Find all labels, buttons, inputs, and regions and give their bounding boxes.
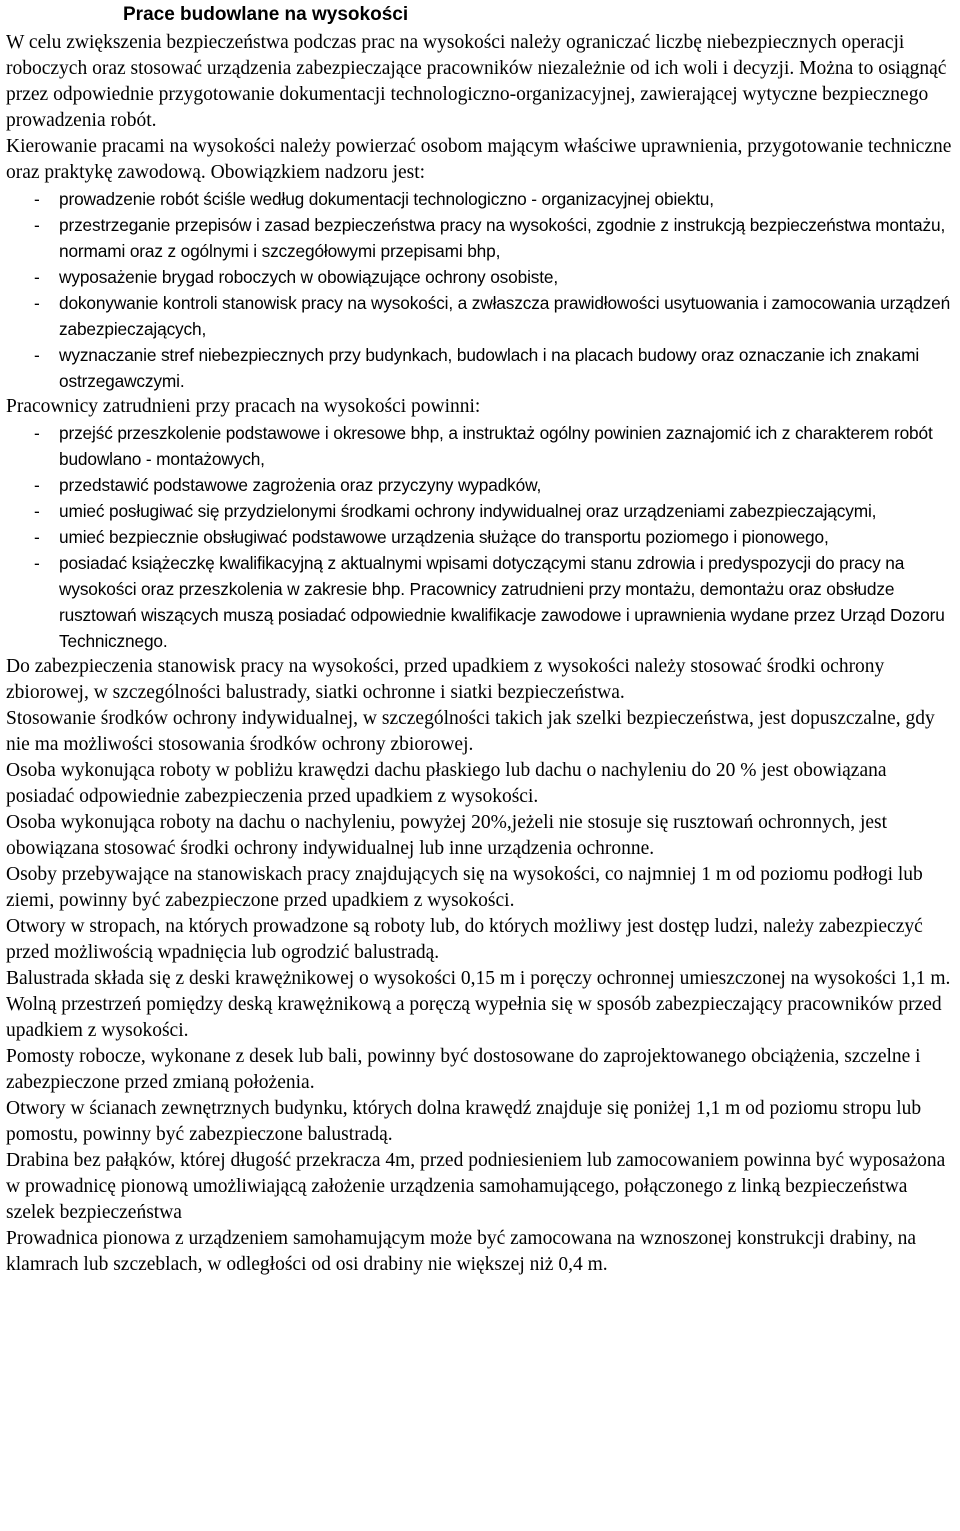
workers-list [6,420,954,654]
intro-paragraph-2-text: Kierowanie pracami na wysokości należy powierzać osobom mającym właściwe uprawnienia, przygotowanie techniczne oraz praktykę zawodową. [6,136,952,183]
body-paragraph: Stosowanie środków ochrony indywidualnej, w szczególności takich jak szelki bezpieczeństwa, jest dopuszczalne, gdy nie ma możliwości stosowania środków ochrony zbiorowej. [6,708,935,755]
intro-paragraph-2 [6,134,954,186]
body-paragraph: Osoby przebywające na stanowiskach pracy znajdujących się na wysokości, co najmniej 1 m od poziomu podłogi lub ziemi, powinny być zabezpieczone przed upadkiem z wysokości. [6,864,923,911]
body-paragraph: Balustrada składa się z deski krawężnikowej o wysokości 0,15 m i poręczy ochronnej umieszczonej na wysokości 1,1 m. Wolną przestrzeń pomiędzy deską krawężnikową a poręczą wypełnia się w sposób zabezpieczający pracowników przed upadkiem z wysokości. [6,968,951,1041]
body-paragraph: Pomosty robocze, wykonane z desek lub bali, powinny być dostosowane do zaprojektowanego obciążenia, szczelne i zabezpieczone przed zmianą położenia. [6,1046,921,1093]
body-paragraph: Drabina bez pałąków, której długość przekracza 4m, przed podniesieniem lub zamocowaniem powinna być wyposażona w prowadnicę pionową umożliwiającą założenie urządzenia samohamującego, połączonego z linką bezpieczeństwa szelek bezpieczeństwa [6,1150,946,1223]
list-item-text: umieć bezpiecznie obsługiwać podstawowe urządzenia służące do transportu poziomego i pionowego, [59,527,829,547]
list-item-text: dokonywanie kontroli stanowisk pracy na wysokości, a zwłaszcza prawidłowości usytuowania i zamocowania urządzeń zabezpieczających, [59,293,951,339]
body-paragraph: Otwory w stropach, na których prowadzone są roboty lub, do których możliwy jest dostęp ludzi, należy zabezpieczyć przed możliwością wpadnięcia lub ogrodzić balustradą. [6,916,923,963]
list-marker: - [34,267,40,287]
list-marker: - [34,189,40,209]
document-page [0,3,960,1531]
list-item [6,498,954,524]
list-marker: - [34,527,40,547]
list-item-text: przejść przeszkolenie podstawowe i okresowe bhp, a instruktaż ogólny powinien zaznajomić ich z charakterem robót budowlano - montażowych, [59,423,933,469]
list-marker: - [34,345,40,365]
list-item [6,186,954,212]
list-item [6,290,954,342]
list-item [6,212,954,264]
list-marker: - [34,293,40,313]
list-marker: - [34,475,40,495]
page-title: Prace budowlane na wysokości [123,4,409,25]
workers-lead: Pracownicy zatrudnieni przy pracach na wysokości powinni: [6,396,481,417]
list-item [6,342,954,394]
body-paragraph: Osoba wykonująca roboty w pobliżu krawędzi dachu płaskiego lub dachu o nachyleniu do 20 % jest obowiązana posiadać odpowiednie zabezpieczenia przed upadkiem z wysokości. [6,760,887,807]
list-item-text: przestrzeganie przepisów i zasad bezpieczeństwa pracy na wysokości, zgodnie z instrukcją bezpieczeństwa montażu, normami oraz z ogólnymi i szczegółowymi przepisami bhp, [59,215,946,261]
list-item-text: prowadzenie robót ściśle według dokumentacji technologiczno - organizacyjnej obiektu, [59,189,714,209]
body-paragraph: Do zabezpieczenia stanowisk pracy na wysokości, przed upadkiem z wysokości należy stosować środki ochrony zbiorowej, w szczególności balustrady, siatki ochronne i siatki bezpieczeństwa. [6,656,885,703]
list-item-text: umieć posługiwać się przydzielonymi środkami ochrony indywidualnej oraz urządzeniami zabezpieczającymi, [59,501,877,521]
list-item-text: posiadać książeczkę kwalifikacyjną z aktualnymi wpisami dotyczącymi stanu zdrowia i predyspozycji do pracy na wysokości oraz przeszkolenia w zakresie bhp. Pracownicy zatrudnieni przy montażu, demontażu oraz obsłudze rusztowań wiszących muszą posiadać odpowiednie kwalifikacje zawodowe i uprawnienia wydane przez Urząd Dozoru Technicznego. [59,553,945,651]
list-marker: - [34,423,40,443]
list-marker: - [34,215,40,235]
intro-paragraph-1: W celu zwiększenia bezpieczeństwa podczas prac na wysokości należy ograniczać liczbę niebezpiecznych operacji roboczych oraz stosować urządzenia zabezpieczające pracowników niezależnie od ich woli i decyzji. Można to osiągnąć przez odpowiednie przygotowanie dokumentacji technologiczno-organizacyjnej, zawierającej wytyczne bezpiecznego prowadzenia robót. [6,32,947,131]
list-item [6,524,954,550]
body-paragraph: Prowadnica pionowa z urządzeniem samohamującym może być zamocowana na wznoszonej konstrukcji drabiny, na klamrach lub szczeblach, w odległości od osi drabiny nie większej niż 0,4 m. [6,1228,917,1275]
supervision-lead: Obowiązkiem nadzoru jest: [210,162,426,183]
list-marker: - [34,553,40,573]
list-item [6,420,954,472]
list-item-text: przedstawić podstawowe zagrożenia oraz przyczyny wypadków, [59,475,542,495]
supervision-list [6,186,954,394]
list-item-text: wyposażenie brygad roboczych w obowiązujące ochrony osobiste, [59,267,559,287]
list-item-text: wyznaczanie stref niebezpiecznych przy budynkach, budowlach i na placach budowy oraz oznaczanie ich znakami ostrzegawczymi. [59,345,920,391]
list-marker: - [34,501,40,521]
list-item [6,264,954,290]
list-item [6,472,954,498]
list-item [6,550,954,654]
body-paragraph: Osoba wykonująca roboty na dachu o nachyleniu, powyżej 20%,jeżeli nie stosuje się rusztowań ochronnych, jest obowiązana stosować środki ochrony indywidualnej lub inne urządzenia ochronne. [6,812,888,859]
body-paragraph: Otwory w ścianach zewnętrznych budynku, których dolna krawędź znajduje się poniżej 1,1 m od poziomu stropu lub pomostu, powinny być zabezpieczone balustradą. [6,1098,922,1145]
